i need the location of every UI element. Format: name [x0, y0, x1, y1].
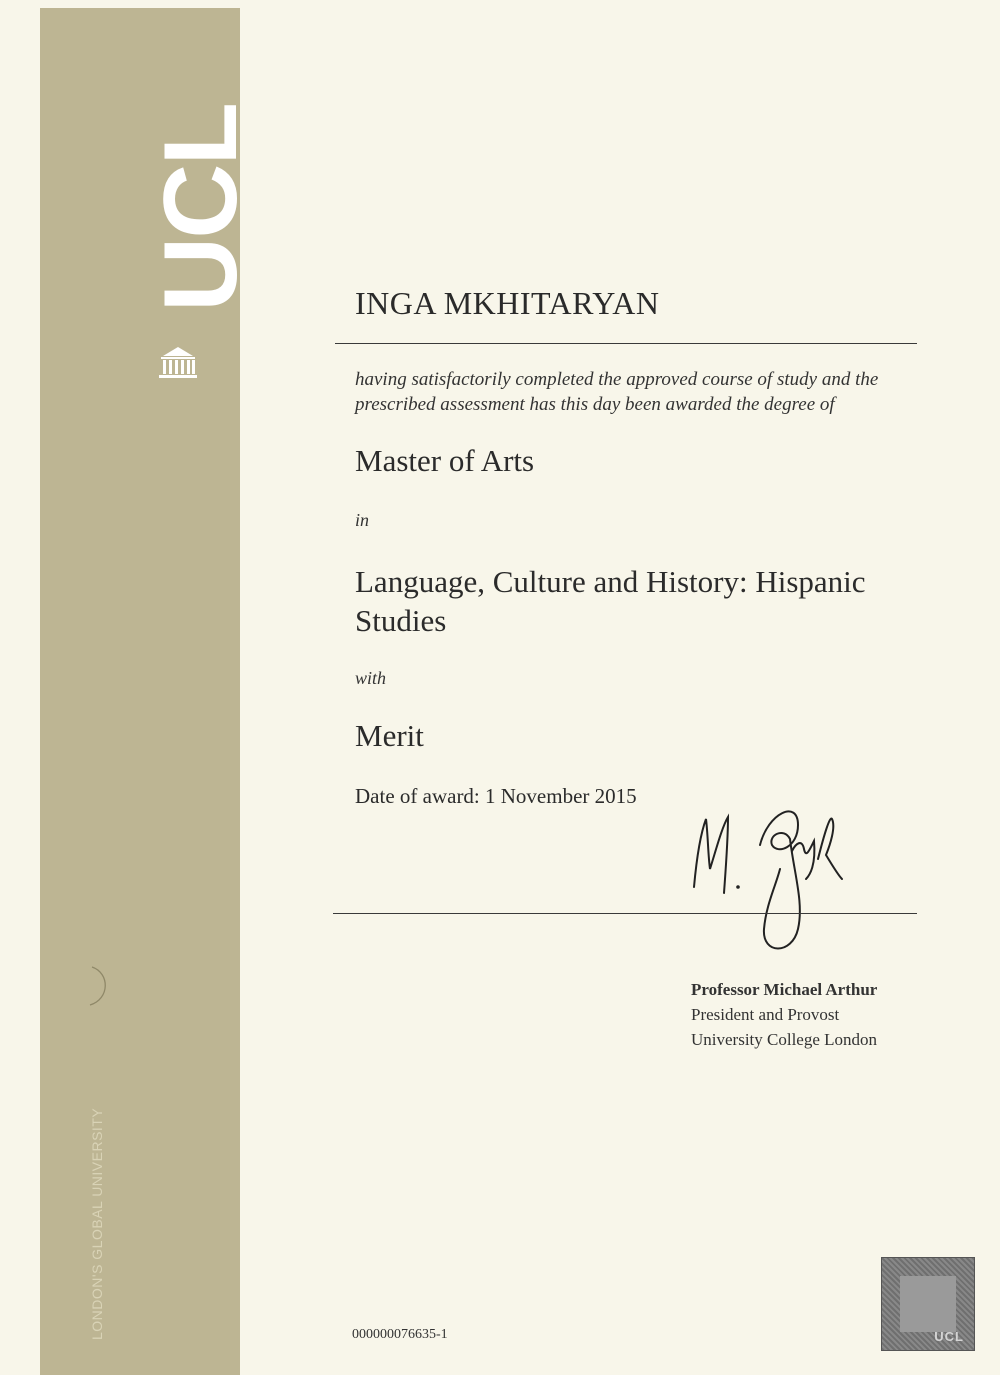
signatory-title: President and Provost	[691, 1005, 840, 1024]
connector-in: in	[355, 510, 370, 530]
name-divider	[335, 343, 917, 344]
hologram-text: UCL	[934, 1329, 964, 1344]
award-statement: having satisfactorily completed the approved course of study and the prescribed assessment has this day been awarded the degree of	[355, 369, 879, 415]
certificate-serial-number: 000000076635-1	[352, 1327, 448, 1342]
university-tagline: LONDON'S GLOBAL UNIVERSITY	[89, 1107, 105, 1340]
handwritten-signature	[680, 795, 855, 960]
award-date: Date of award: 1 November 2015	[355, 784, 637, 808]
degree-title: Master of Arts	[355, 443, 535, 478]
security-hologram	[881, 1257, 975, 1351]
connector-with: with	[355, 668, 387, 688]
hologram-inner	[900, 1276, 956, 1332]
signatory-name: Professor Michael Arthur	[691, 980, 878, 999]
recipient-name: INGA MKHITARYAN	[355, 285, 660, 321]
signatory-block	[691, 977, 877, 1052]
degree-subject: Language, Culture and History: Hispanic Studies	[355, 564, 866, 638]
portico-icon	[157, 345, 199, 379]
ucl-logo	[143, 78, 259, 338]
degree-classification: Merit	[355, 718, 424, 753]
ucl-logo-text: UCL	[143, 104, 259, 312]
signature-line	[333, 913, 917, 914]
signatory-institution: University College London	[691, 1030, 878, 1049]
embossed-seal-mark	[86, 965, 112, 1007]
